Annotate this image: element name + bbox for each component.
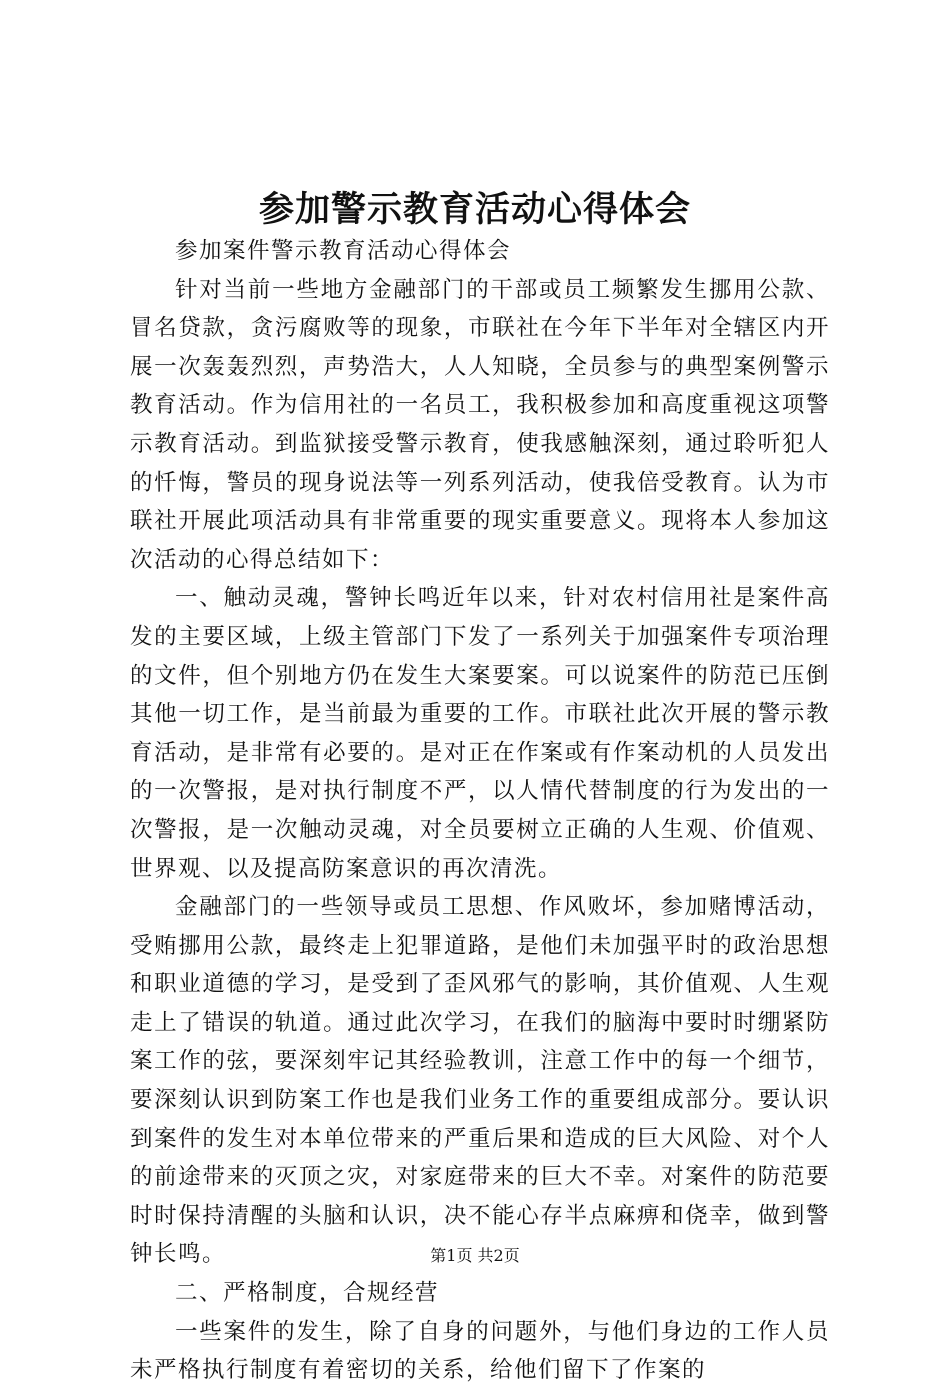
intro-paragraph: 针对当前一些地方金融部门的干部或员工频繁发生挪用公款、冒名贷款，贪污腐败等的现象，市联社在今年下半年对全辖区内开展一次轰轰烈烈，声势浩大，人人知晓，全员参与的典型案例警示教育活动。作为信用社的一名员工，我积极参加和高度重视这项警示教育活动。到监狱接受警示教育，使我感触深刻，通过聆听犯人的忏悔，警员的现身说法等一列系列活动，使我倍受教育。认为市联社开展此项活动具有非常重要的现实重要意义。现将本人参加这次活动的心得总结如下： (130, 276, 830, 573)
document-body (130, 232, 830, 1390)
body-paragraph-continued: 一些案件的发生，除了自身的问题外，与他们身边的工作人员未严格执行制度有着密切的关系，给他们留下了作案的 (130, 1318, 830, 1384)
body-paragraph: 金融部门的一些领导或员工思想、作风败坏，参加赌博活动，受贿挪用公款，最终走上犯罪道路，是他们未加强平时的政治思想和职业道德的学习，是受到了歪风邪气的影响，其价值观、人生观走上了错误的轨道。通过此次学习，在我们的脑海中要时时绷紧防案工作的弦，要深刻牢记其经验教训，注意工作中的每一个细节，要深刻认识到防案工作也是我们业务工作的重要组成部分。要认识到案件的发生对本单位带来的严重后果和造成的巨大风险、对个人的前途带来的灭顶之灾，对家庭带来的巨大不幸。对案件的防范要时时保持清醒的头脑和认识，决不能心存半点麻痹和侥幸，做到警钟长鸣。 (130, 894, 830, 1268)
subtitle-paragraph: 参加案件警示教育活动心得体会 (175, 238, 512, 264)
section-one-paragraph: 一、触动灵魂，警钟长鸣近年以来，针对农村信用社是案件高发的主要区域，上级主管部门下发了一系列关于加强案件专项治理的文件，但个别地方仍在发生大案要案。可以说案件的防范已压倒其他一切工作，是当前最为重要的工作。市联社此次开展的警示教育活动，是非常有必要的。是对正在作案或有作案动机的人员发出的一次警报，是对执行制度不严，以人情代替制度的行为发出的一次警报，是一次触动灵魂，对全员要树立正确的人生观、价值观、世界观、以及提高防案意识的再次清洗。 (130, 585, 830, 882)
page-number-footer: 第1页 共2页 (430, 1246, 520, 1265)
section-two-heading: 二、严格制度，合规经营 (175, 1280, 440, 1307)
document-title: 参加警示教育活动心得体会 (258, 189, 691, 230)
